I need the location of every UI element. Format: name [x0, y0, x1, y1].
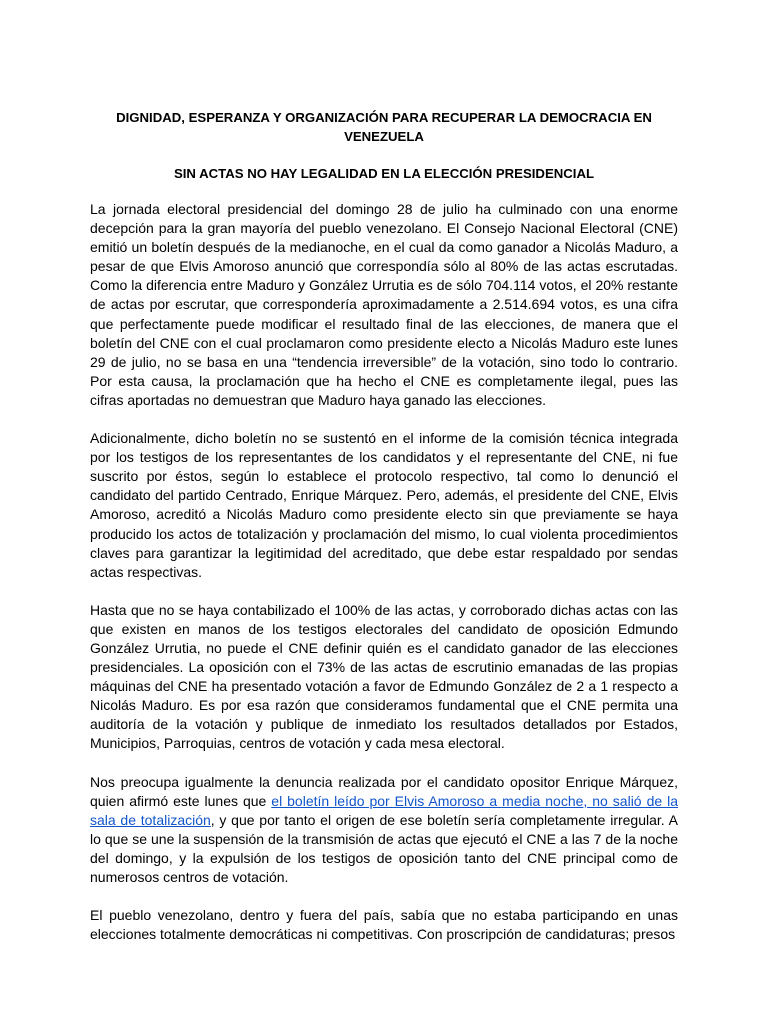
document-title: DIGNIDAD, ESPERANZA Y ORGANIZACIÓN PARA RECUPERAR LA DEMOCRACIA EN VENEZUELA [116, 110, 652, 144]
boletin-link[interactable]: el boletín leído por Elvis Amoroso a media noche, no salió de la sala de totalización [90, 792, 678, 828]
paragraph-2: Adicionalmente, dicho boletín no se sustentó en el informe de la comisión técnica integrada por los testigos de los representantes de los candidatos y el representante del CNE, ni fue suscrito por éstos, según lo establece el protocolo respectivo, tal como lo denunció el candidato del partido Centrado, Enrique Márquez. Pero, además, el presidente del CNE, Elvis Amoroso, acreditó a Nicolás Maduro como presidente electo sin que previamente se haya producido los actos de totalización y proclamación del mismo, lo cual violenta procedimientos claves para garantizar la legitimidad del acreditado, que debe estar respaldado por sendas actas respectivas. [90, 430, 678, 580]
paragraph-4-text-before-link: Nos preocupa igualmente la denuncia realizada por el candidato opositor Enrique Márquez, quien afirmó este lunes que [90, 773, 678, 809]
paragraph-3: Hasta que no se haya contabilizado el 100% de las actas, y corroborado dichas actas con las que existen en manos de los testigos electorales del candidato de oposición Edmundo González Urrutia, no puede el CNE definir quién es el candidato ganador de las elecciones presidenciales. La oposición con el 73% de las actas de escrutinio emanadas de las propias máquinas del CNE ha presentado votación a favor de Edmundo González de 2 a 1 respecto a Nicolás Maduro. Es por esa razón que consideramos fundamental que el CNE permita una auditoría de la votación y publique de inmediato los resultados detallados por Estados, Municipios, Parroquias, centros de votación y cada mesa electoral. [90, 601, 678, 752]
document-subtitle: SIN ACTAS NO HAY LEGALIDAD EN LA ELECCIÓN PRESIDENCIAL [173, 166, 595, 181]
paragraph-5: El pueblo venezolano, dentro y fuera del país, sabía que no estaba participando en unas elecciones totalmente democráticas ni competitivas. Con proscripción de candidaturas; presos [90, 907, 678, 943]
document-page [90, 108, 678, 963]
paragraph-4-text-after-link: , y que por tanto el origen de ese boletín sería completamente irregular. A lo que se une la suspensión de la transmisión de actas que ejecutó el CNE a las 7 de la noche del domingo, y la expulsión de los testigos de oposición tanto del CNE principal como de numerosos centros de votación. [90, 811, 678, 885]
paragraph-4 [90, 773, 678, 888]
paragraph-1: La jornada electoral presidencial del domingo 28 de julio ha culminado con una enorme decepción para la gran mayoría del pueblo venezolano. El Consejo Nacional Electoral (CNE) emitió un boletín después de la medianoche, en el cual da como ganador a Nicolás Maduro, a pesar de que Elvis Amoroso anunció que correspondía sólo al 80% de las actas escrutadas. Como la diferencia entre Maduro y González Urrutia es de sólo 704.114 votos, el 20% restante de actas por escrutar, que correspondería aproximadamente a 2.514.694 votos, es una cifra que perfectamente puede modificar el resultado final de las elecciones, de manera que el boletín del CNE con el cual proclamaron como presidente electo a Nicolás Maduro este lunes 29 de julio, no se basa en una “tendencia irreversible” de la votación, sino todo lo contrario. Por esta causa, la proclamación que ha hecho el CNE es completamente ilegal, pues las cifras aportadas no demuestran que Maduro haya ganado las elecciones. [90, 201, 678, 408]
